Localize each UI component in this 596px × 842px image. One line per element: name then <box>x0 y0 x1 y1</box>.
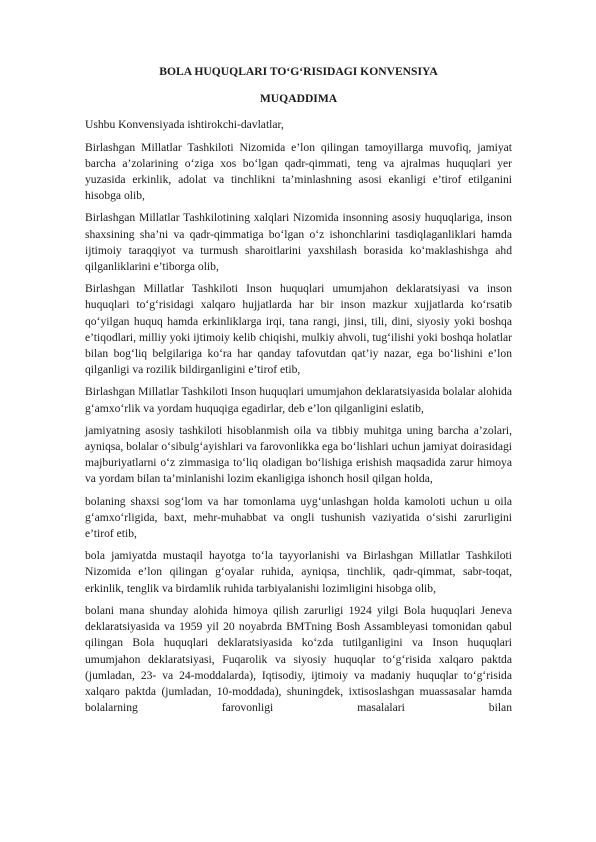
document-page <box>85 64 512 722</box>
paragraph-1: Ushbu Konvensiyada ishtirokchi-davlatlar, <box>85 118 284 132</box>
paragraph-3: Birlashgan Millatlar Tashkilotining xalqlari Nizomida insonning asosiy huquqlariga, inson shaxsining sha’ni va qadr-qimmatiga bo‘lgan o‘z ishonchlarini tasdiqlaganliklari hamda ijtimoiy taraqqiyot va turmush sharoitlarini yaxshilash borasida ko‘maklashishga ahd qilganliklarini e’tiborga olib, <box>85 211 512 274</box>
paragraph-4: Birlashgan Millatlar Tashkiloti Inson huquqlari umumjahon deklaratsiyasi va inson huquqlari to‘g‘risidagi xalqaro hujjatlarda har bir inson mazkur xujjatlarda ko‘rsatib qo‘yilgan huquq hamda erkinliklarga irqi, tana rangi, jinsi, tili, dini, siyosiy yoki boshqa e’tiqodlari, milliy yoki ijtimoiy kelib chiqishi, mulkiy ahvoli, tug‘ilishi yoki boshqa holatlar bilan bog‘liq belgilariga ko‘ra har qanday tafovutdan qat’iy nazar, ega bo‘lishini e’lon qilganligi va rozilik bildirganligini e’tirof etib, <box>85 282 512 377</box>
section-heading: MUQADDIMA <box>259 92 338 106</box>
paragraph-6: jamiyatning asosiy tashkiloti hisoblanmish oila va tibbiy muhitga uning barcha a’zolari, ayniqsa, bolalar o‘sibulg‘ayishlari va farovonlikka ega bo‘lishlari uchun jamiyat doirasidagi majburiyatlarni o‘z zimmasiga to‘liq oladigan bo‘lishiga erishish maqsadida zarur himoya va yordam bilan ta’minlanishi lozim ekanligiga ishonch hosil qilgan holda, <box>85 423 512 486</box>
paragraph-7: bolaning shaxsi sog‘lom va har tomonlama uyg‘unlashgan holda kamoloti uchun u oila g‘amxo‘rligida, baxt, mehr-muhabbat va ongli tushunish vaziyatida o‘sishi zarurligini e’tirof etib, <box>85 494 512 541</box>
paragraph-5: Birlashgan Millatlar Tashkiloti Inson huquqlari umumjahon deklaratsiyasida bolalar alohida g‘amxo‘rlik va yordam huquqiga egadirlar, deb e’lon qilganligini eslatib, <box>85 385 512 415</box>
paragraph-2: Birlashgan Millatlar Tashkiloti Nizomida e’lon qilingan tamoyillarga muvofiq, jamiyat barcha a’zolarining o‘ziga xos bo‘lgan qadr-qimmati, teng va ajralmas huquqlari yer yuzasida erkinlik, adolat va tinchlikni ta’minlashning asosi ekanligi e’tirof etilganini hisobga olib, <box>85 140 512 203</box>
paragraph-8: bola jamiyatda mustaqil hayotga to‘la tayyorlanishi va Birlashgan Millatlar Tashkiloti Nizomida e’lon qilingan g‘oyalar ruhida, ayniqsa, tinchlik, qadr-qimmat, sabr-toqat, erkinlik, tenglik va birdamlik ruhida tarbiyalanishi lozimligini hisobga olib, <box>85 549 512 595</box>
paragraph-9: bolani mana shunday alohida himoya qilish zarurligi 1924 yilgi Bola huquqlari Jeneva deklaratsiyasida va 1959 yil 20 noyabrda BMTning Bosh Assambleyasi tomonidan qabul qilingan Bola huquqlari deklaratsiyasida ko‘zda tutilganligini va Inson huquqlari umumjahon deklaratsiyasi, Fuqarolik va siyosiy huquqlar to‘g‘risida xalqaro paktda (jumladan, 23- va 24-moddalarda), Iqtisodiy, ijtimoiy va madaniy huquqlar to‘g‘risida xalqaro paktda (jumladan, 10-moddada), shuningdek, ixtisoslashgan muassasalar hamda bolalarning farovonligi masalalari bilan <box>85 603 512 715</box>
document-title: BOLA HUQUQLARI TO‘G‘RISIDAGI KONVENSIYA <box>159 65 438 78</box>
